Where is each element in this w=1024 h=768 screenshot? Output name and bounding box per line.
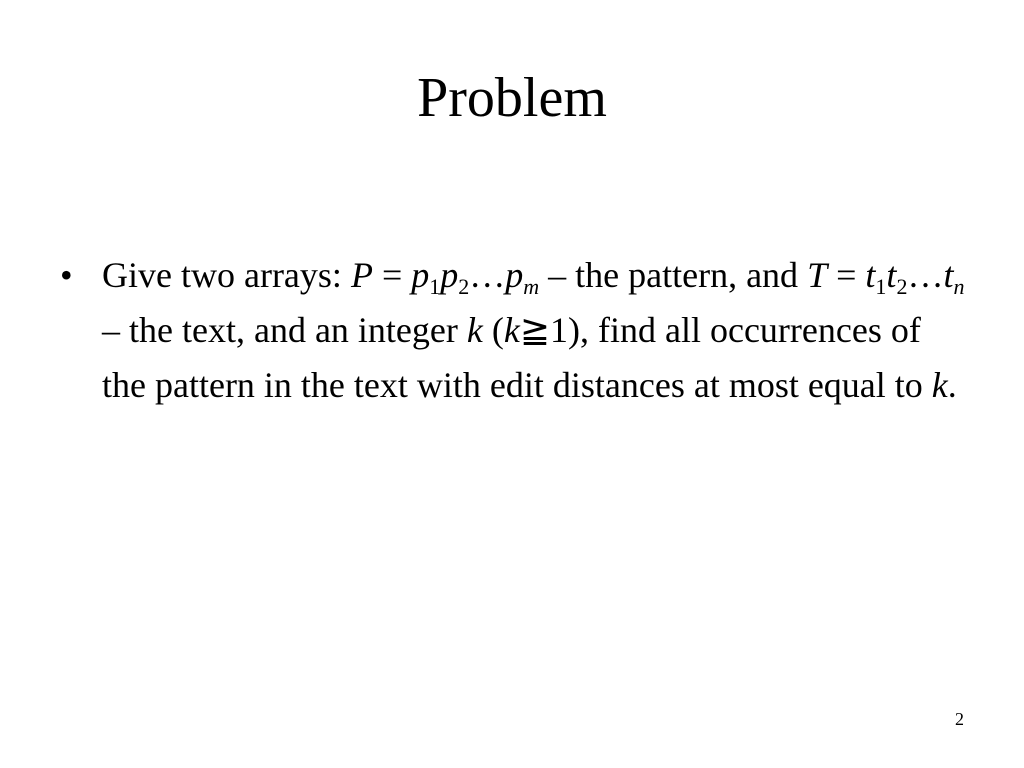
math-variable-k: k xyxy=(503,310,520,350)
ellipsis: … xyxy=(469,255,506,295)
text-segment: ≧1), find all occurrences of the pattern in the text with edit distances at most equal to xyxy=(102,310,932,405)
math-variable-T: T xyxy=(807,255,828,295)
math-variable-t: t xyxy=(865,255,876,295)
subscript: 1 xyxy=(875,274,887,299)
slide-title: Problem xyxy=(417,67,607,129)
text-segment: Give two arrays: xyxy=(102,255,351,295)
bullet-marker: • xyxy=(60,255,73,295)
subscript: 2 xyxy=(458,274,470,299)
bullet-list xyxy=(60,248,965,413)
bullet-item xyxy=(60,248,965,413)
math-variable-k: k xyxy=(466,310,483,350)
text-segment: – the pattern, and xyxy=(539,255,808,295)
text-segment: ( xyxy=(482,310,504,350)
subscript: n xyxy=(953,274,965,299)
math-variable-t: t xyxy=(943,255,954,295)
math-variable-t: t xyxy=(886,255,897,295)
math-variable-p: p xyxy=(440,255,459,295)
math-variable-p: p xyxy=(411,255,430,295)
ellipsis: … xyxy=(907,255,944,295)
math-variable-k: k xyxy=(931,365,948,405)
equals-sign: = xyxy=(827,255,866,295)
text-segment: . xyxy=(947,365,957,405)
equals-sign: = xyxy=(372,255,412,295)
math-variable-P: P xyxy=(350,255,373,295)
subscript: 1 xyxy=(429,274,441,299)
page-number: 2 xyxy=(955,709,964,729)
subscript: 2 xyxy=(896,274,908,299)
text-segment: – the text, and an integer xyxy=(102,310,467,350)
math-variable-p: p xyxy=(505,255,524,295)
subscript: m xyxy=(523,274,540,299)
